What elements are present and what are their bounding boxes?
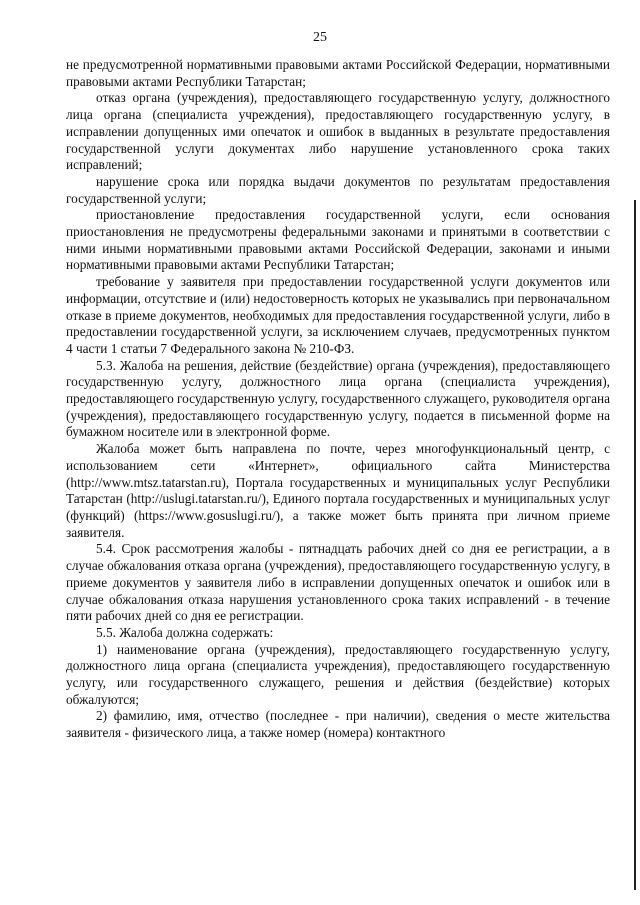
paragraph: отказ органа (учреждения), предоставляющего государственную услугу, должностного лица органа (специалиста учреждения), предоставляющего государственную услугу, в исправлении допущенных ими опечаток и ошибок в выданных в результате предоставления государственной услуги документах либо нарушение установленного срока таких исправлений;: [66, 90, 610, 173]
paragraph: 2) фамилию, имя, отчество (последнее - при наличии), сведения о месте жительства заявителя - физического лица, а также номер (номера) контактного: [66, 708, 610, 741]
paragraph: требование у заявителя при предоставлении государственной услуги документов или информации, отсутствие и (или) недостоверность которых не указывались при первоначальном отказе в приеме документов, необходимых для предоставления государственной услуги, либо в предоставлении государственной услуги, за исключением случаев, предусмотренных пунктом 4 части 1 статьи 7 Федерального закона № 210-ФЗ.: [66, 274, 610, 356]
paragraph: 5.4. Срок рассмотрения жалобы - пятнадцать рабочих дней со дня ее регистрации, а в случае обжалования отказа органа (учреждения), предоставляющего государственную услугу, в приеме документов у заявителя либо в исправлении допущенных опечаток и ошибок или в случае обжалования отказа нарушения установленного срока таких исправлений - в течение пяти рабочих дней со дня ее регистрации.: [66, 541, 610, 624]
scan-edge-line: [634, 200, 636, 890]
page-number: 25: [313, 30, 327, 45]
paragraph: Жалоба может быть направлена по почте, через многофункциональный центр, с использованием сети «Интернет», официального сайта Министерства (http://www.mtsz.tatarstan.ru), Портала государственных и муниципальных услуг Республики Татарстан (http://uslugi.tatarstan.ru/), Единого портала государственных и муниципальных услуг (функций) (https://www.gosuslugi.ru/), а также может быть принята при личном приеме заявителя.: [66, 441, 610, 540]
paragraph: не предусмотренной нормативными правовыми актами Российской Федерации, нормативными правовыми актами Республики Татарстан;: [66, 57, 610, 89]
paragraph: нарушение срока или порядка выдачи документов по результатам предоставления государственной услуги;: [66, 173, 610, 206]
paragraph: 1) наименование органа (учреждения), предоставляющего государственную услугу, должностного лица органа (специалиста учреждения), предоставляющего государственную услугу, или государственного служащего, решения и действия (бездействие) которых обжалуются;: [66, 641, 610, 707]
document-body: [66, 57, 610, 742]
paragraph: приостановление предоставления государственной услуги, если основания приостановления не предусмотрены федеральными законами и принятыми в соответствии с ними иными нормативными правовыми актами Российской Федерации, законами и иными нормативными правовыми актами Республики Татарстан;: [66, 207, 610, 273]
paragraph: 5.5. Жалоба должна содержать:: [96, 624, 274, 640]
paragraph: 5.3. Жалоба на решения, действие (бездействие) органа (учреждения), предоставляющего государственную услугу, должностного лица органа (специалиста учреждения), предоставляющего государственную услугу, государственного служащего, руководителя органа (учреждения), предоставляющего государственную услугу, подается в письменной форме на бумажном носителе или в электронной форме.: [66, 357, 610, 440]
